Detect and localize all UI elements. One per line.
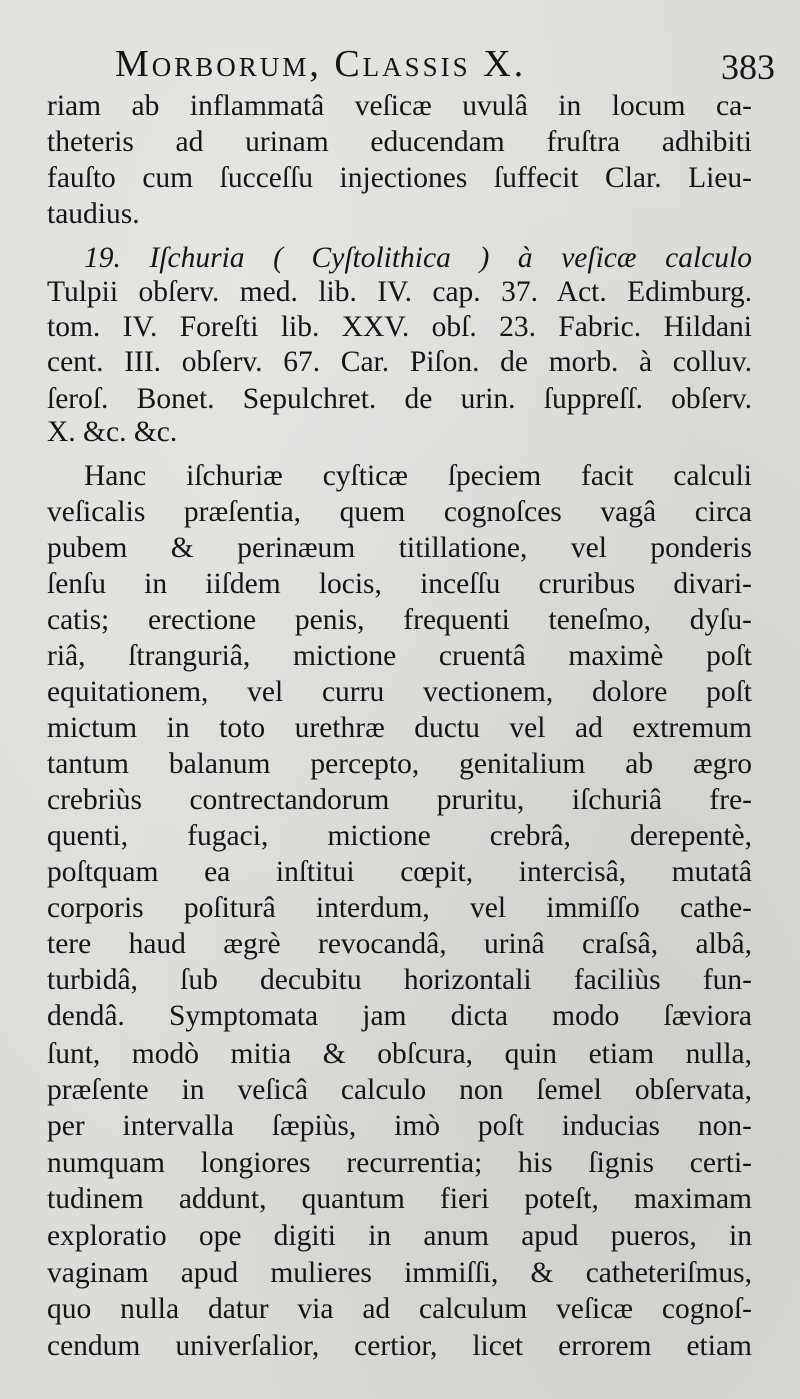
text-line: tudinem addunt, quantum fieri poteſt, maximam (47, 1183, 752, 1215)
text-line: veſicalis præſentia, quem cognoſces vagâ circa (47, 496, 752, 528)
running-title: Morborum, Classis X. (115, 43, 527, 85)
text-line: dendâ. Symptomata jam dicta modo ſæviora (47, 1000, 752, 1032)
text-line: quo nulla datur via ad calculum veſicæ cognoſ- (47, 1293, 752, 1325)
text-line: corporis poſiturâ interdum, vel immiſſo cathe- (47, 892, 752, 924)
text-line: ſeroſ. Bonet. Sepulchret. de urin. ſuppreſſ. obſerv. (47, 383, 752, 415)
text-line: Tulpii obſerv. med. lib. IV. cap. 37. Act. Edimburg. (47, 276, 752, 308)
text-line: exploratio ope digiti in anum apud pueros, in (47, 1220, 752, 1252)
text-line: riâ, ſtranguriâ, mictione cruentâ maximè poſt (47, 640, 752, 672)
page-number: 383 (721, 47, 775, 87)
text-line: 19. Iſchuria ( Cyſtolithica ) à veſicæ calculo (84, 242, 752, 274)
text-line: numquam longiores recurrentia; his ſignis certi- (47, 1147, 752, 1179)
text-line: mictum in toto urethræ ductu vel ad extremum (47, 712, 752, 744)
text-line: fauſto cum ſucceſſu injectiones ſuffecit Clar. Lieu- (47, 162, 752, 194)
text-line: tantum balanum percepto, genitalium ab ægro (47, 748, 752, 780)
text-line: equitationem, vel curru vectionem, dolore poſt (47, 676, 752, 708)
text-line: X. &c. &c. (47, 416, 178, 448)
text-line: tere haud ægrè revocandâ, urinâ craſsâ, albâ, (47, 928, 752, 960)
text-line: vaginam apud mulieres immiſſi, & catheteriſmus, (47, 1257, 752, 1289)
text-line: per intervalla ſæpiùs, imò poſt inducias non- (47, 1110, 752, 1142)
text-line: taudius. (47, 198, 140, 230)
text-line: crebriùs contrectandorum pruritu, iſchuriâ fre- (47, 784, 752, 816)
text-line: catis; erectione penis, frequenti teneſmo, dyſu- (47, 604, 752, 636)
text-line: pubem & perinæum titillatione, vel ponderis (47, 532, 752, 564)
text-line: riam ab inflammatâ veſicæ uvulâ in locum ca- (47, 90, 752, 122)
text-line: quenti, fugaci, mictione crebrâ, derepentè, (47, 820, 752, 852)
running-header (115, 42, 775, 92)
text-line: præſente in veſicâ calculo non ſemel obſervata, (47, 1074, 752, 1106)
text-line: ſunt, modò mitia & obſcura, quin etiam nulla, (47, 1038, 752, 1070)
text-line: theteris ad urinam educendam fruſtra adhibiti (47, 126, 752, 158)
text-line: ſenſu in iiſdem locis, inceſſu cruribus divari- (47, 568, 752, 600)
text-line: cent. III. obſerv. 67. Car. Piſon. de morb. à colluv. (47, 346, 752, 378)
text-line: cendum univerſalior, certior, licet errorem etiam (47, 1330, 752, 1362)
text-line: Hanc iſchuriæ cyſticæ ſpeciem facit calculi (84, 460, 752, 492)
text-line: tom. IV. Foreſti lib. XXV. obſ. 23. Fabric. Hildani (47, 311, 752, 343)
text-line: turbidâ, ſub decubitu horizontali faciliùs fun- (47, 964, 752, 996)
text-line: poſtquam ea inſtitui cœpit, intercisâ, mutatâ (47, 856, 752, 888)
